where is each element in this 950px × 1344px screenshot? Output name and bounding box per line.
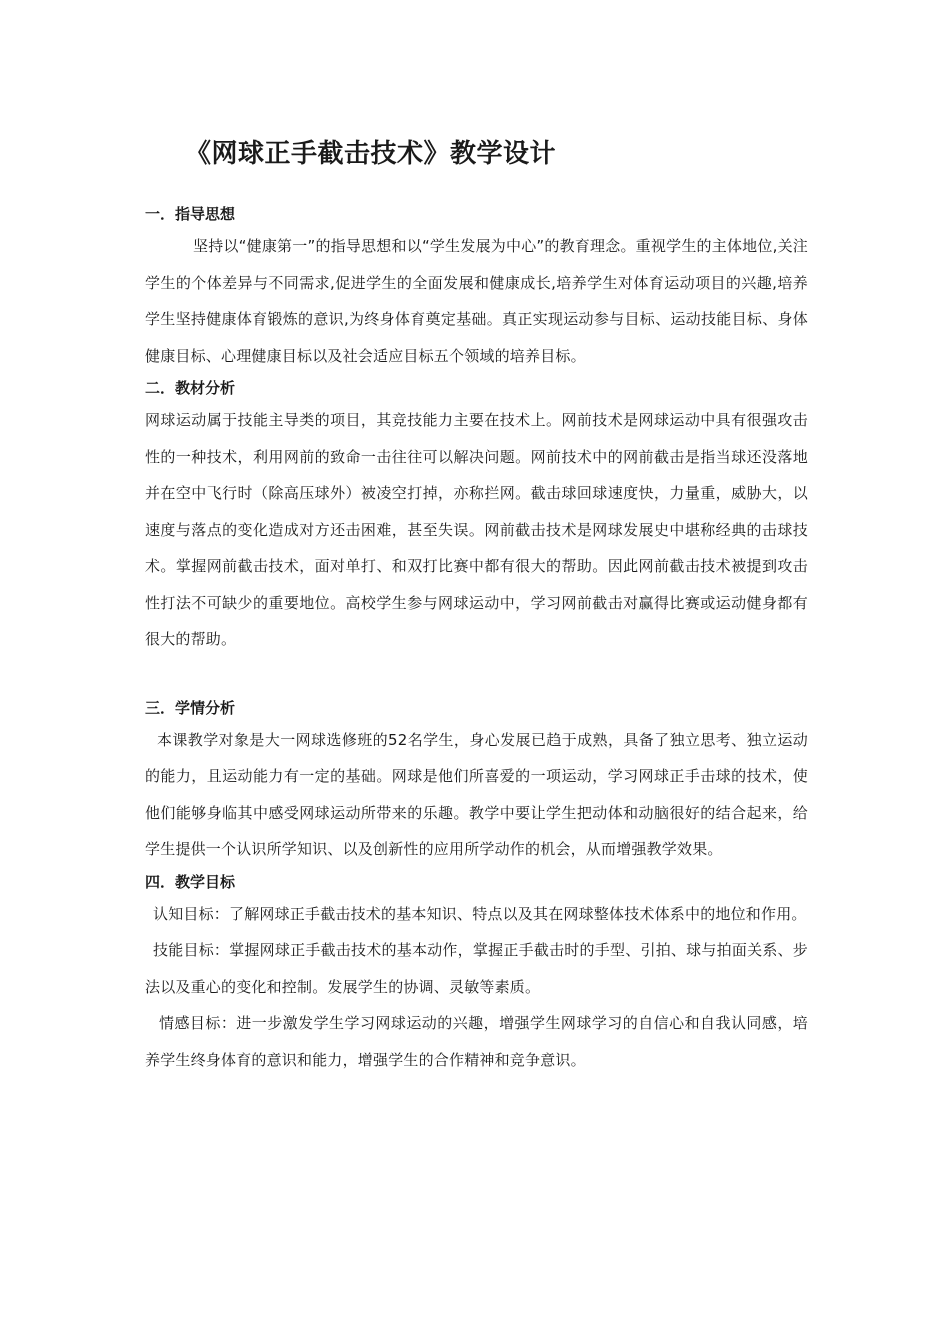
section-paragraph: 网球运动属于技能主导类的项目，其竞技能力主要在技术上。网前技术是网球运动中具有很强攻击性的一种技术，利用网前的致命一击往往可以解决问题。网前技术中的网前截击是指当球还没落地并在空中飞行时（除高压球外）被凌空打掉，亦称拦网。截击球回球速度快，力量重，威胁大，以速度与落点的变化造成对方还击困难，甚至失误。网前截击技术是网球发展史中堪称经典的击球技术。掌握网前截击技术，面对单打、和双打比赛中都有很大的帮助。因此网前截击技术被提到攻击性打法不可缺少的重要地位。高校学生参与网球运动中，学习网前截击对赢得比赛或运动健身都有很大的帮助。: [145, 411, 808, 648]
section-paragraph: 坚持以“健康第一”的指导思想和以“学生发展为中心”的教育理念。重视学生的主体地位,关注学生的个体差异与不同需求,促进学生的全面发展和健康成长,培养学生对体育运动项目的兴趣,培养学生坚持健康体育锻炼的意识,为终身体育奠定基础。真正实现运动参与目标、运动技能目标、身体健康目标、心理健康目标以及社会适应目标五个领域的培养目标。: [145, 237, 808, 365]
section-guiding-ideology: [145, 200, 808, 374]
objective-cognitive: 认知目标：了解网球正手截击技术的基本知识、特点以及其在网球整体技术体系中的地位和作用。: [153, 904, 807, 923]
section-heading: 一．指导思想: [145, 205, 236, 223]
section-spacer: [145, 658, 808, 694]
section-teaching-objectives: [145, 868, 808, 1079]
objective-skill: 技能目标：掌握网球正手截击技术的基本动作，掌握正手截击时的手型、引拍、球与拍面关系、步法以及重心的变化和控制。发展学生的协调、灵敏等素质。: [145, 941, 808, 996]
section-student-analysis: [145, 694, 808, 868]
section-heading: 三．学情分析: [145, 698, 236, 717]
section-paragraph: 本课教学对象是大一网球选修班的52名学生，身心发展已趋于成熟，具备了独立思考、独立运动的能力，且运动能力有一定的基础。网球是他们所喜爱的一项运动，学习网球正手击球的技术，使他们能够身临其中感受网球运动所带来的乐趣。教学中要让学生把动体和动脑很好的结合起来，给学生提供一个认识所学知识、以及创新性的应用所学动作的机会，从而增强教学效果。: [145, 730, 808, 858]
section-heading: 二．教材分析: [145, 379, 236, 397]
objective-affective: 情感目标：进一步激发学生学习网球运动的兴趣，增强学生网球学习的自信心和自我认同感，培养学生终身体育的意识和能力，增强学生的合作精神和竞争意识。: [145, 1014, 808, 1069]
document-title: 《网球正手截击技术》教学设计: [185, 139, 557, 169]
document-body: [145, 200, 808, 1078]
section-heading: 四．教学目标: [145, 872, 236, 891]
section-teaching-material-analysis: [145, 374, 808, 658]
